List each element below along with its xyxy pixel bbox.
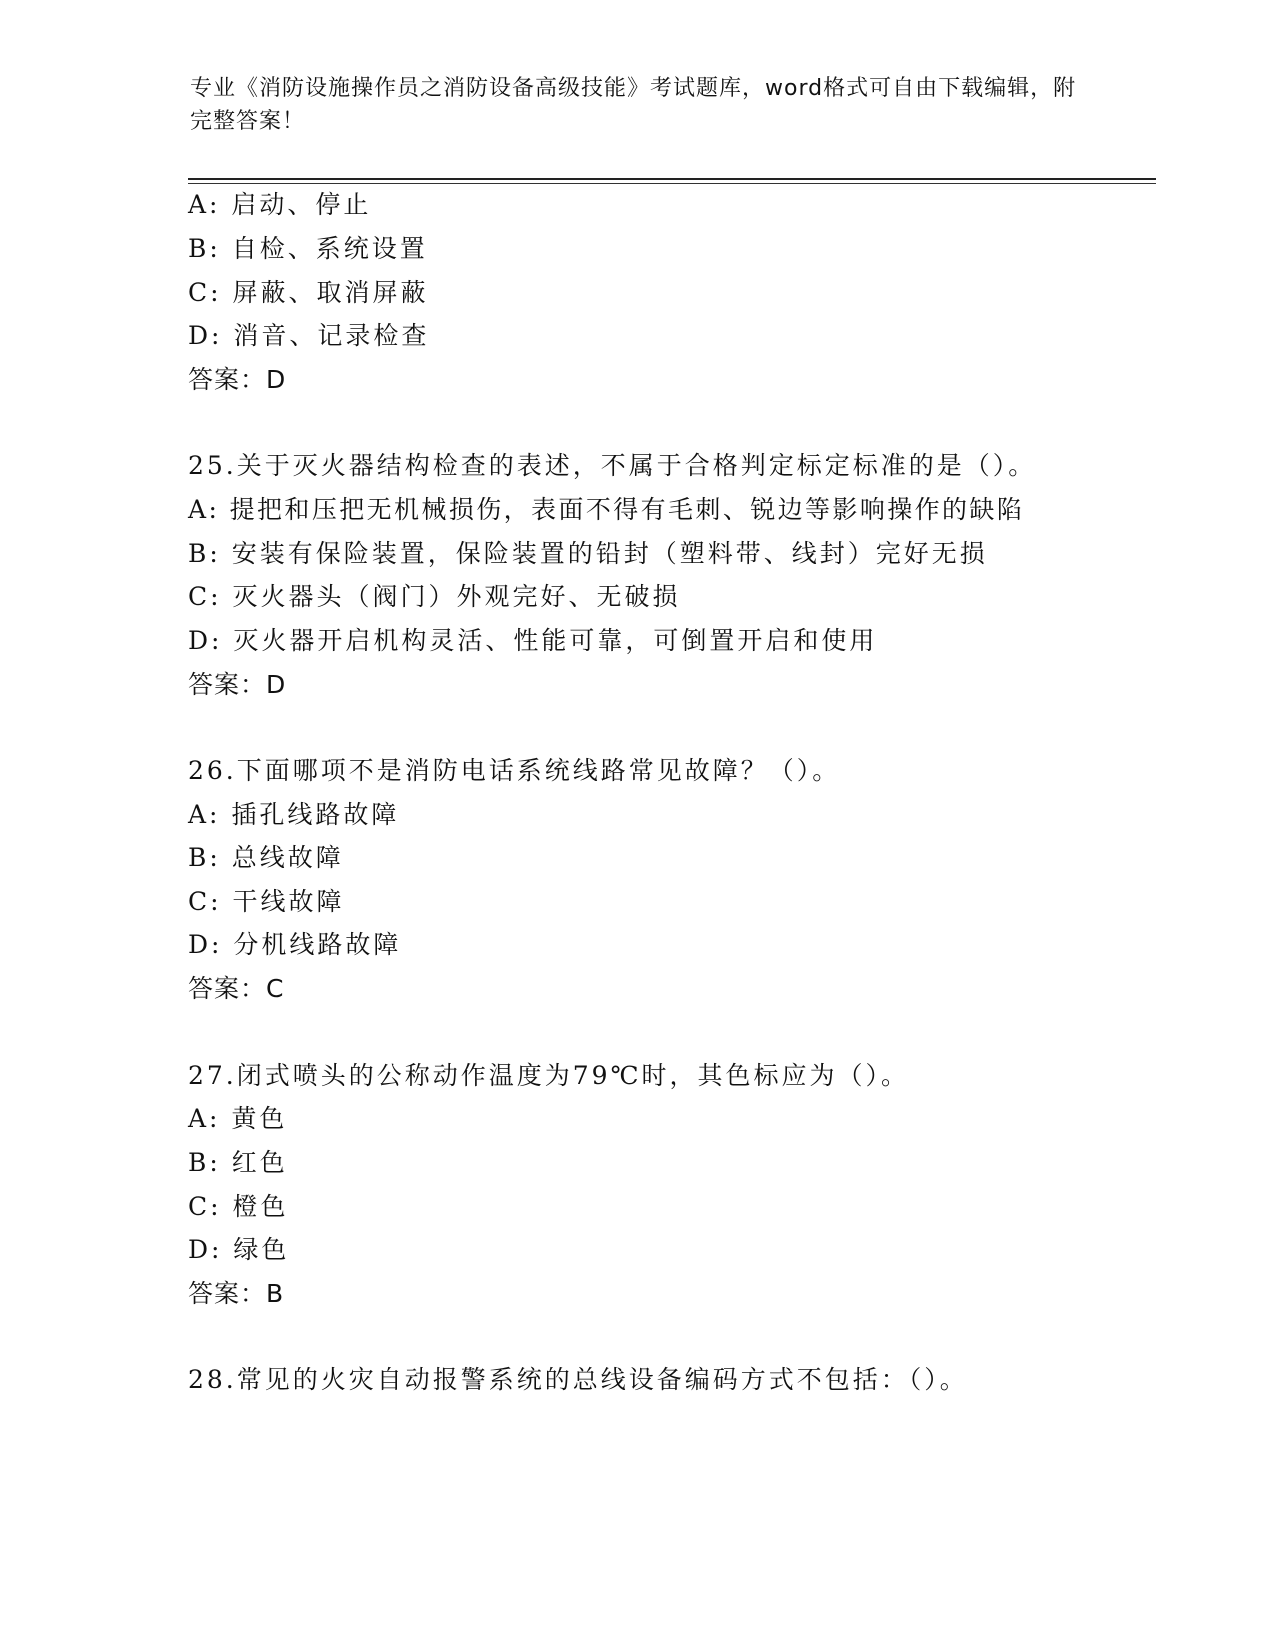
header-divider-thin — [188, 183, 1156, 184]
q25-option-c: C: 灭火器头（阀门）外观完好、无破损 — [188, 582, 681, 611]
q26-question: 26.下面哪项不是消防电话系统线路常见故障？（）。 — [188, 756, 841, 785]
q28-question: 28.常见的火灾自动报警系统的总线设备编码方式不包括：（）。 — [188, 1365, 968, 1394]
q24-option-b: B: 自检、系统设置 — [188, 234, 428, 263]
q25-option-b: B: 安装有保险装置，保险装置的铅封（塑料带、线封）完好无损 — [188, 539, 988, 568]
q26-option-d: D: 分机线路故障 — [188, 930, 402, 959]
q27-option-d: D: 绿色 — [188, 1235, 290, 1264]
q25-option-a: A: 提把和压把无机械损伤，表面不得有毛刺、锐边等影响操作的缺陷 — [188, 495, 1025, 524]
q25-option-d: D: 灭火器开启机构灵活、性能可靠，可倒置开启和使用 — [188, 626, 878, 655]
q27-option-c: C: 橙色 — [188, 1192, 289, 1221]
q27-option-a: A: 黄色 — [188, 1104, 288, 1133]
q24-option-d: D: 消音、记录检查 — [188, 321, 430, 350]
q24-option-c: C: 屏蔽、取消屏蔽 — [188, 278, 429, 307]
q26-option-a: A: 插孔线路故障 — [188, 800, 400, 829]
document-header: 专业《消防设施操作员之消防设备高级技能》考试题库，word格式可自由下载编辑，附完整答案！ — [190, 76, 1077, 134]
q27-option-b: B: 红色 — [188, 1148, 288, 1177]
q26-option-c: C: 干线故障 — [188, 887, 345, 916]
q25-question: 25.关于灭火器结构检查的表述，不属于合格判定标定标准的是（）。 — [188, 451, 1037, 480]
header-divider-thick — [188, 178, 1156, 180]
q27-question: 27.闭式喷头的公称动作温度为79℃时，其色标应为（）。 — [188, 1061, 910, 1090]
q26-answer: 答案：C — [188, 974, 285, 1003]
q24-option-a: A: 启动、停止 — [188, 190, 372, 219]
q27-answer: 答案：B — [188, 1279, 285, 1308]
q25-answer: 答案：D — [188, 670, 287, 699]
q26-option-b: B: 总线故障 — [188, 843, 344, 872]
q24-answer: 答案：D — [188, 365, 287, 394]
